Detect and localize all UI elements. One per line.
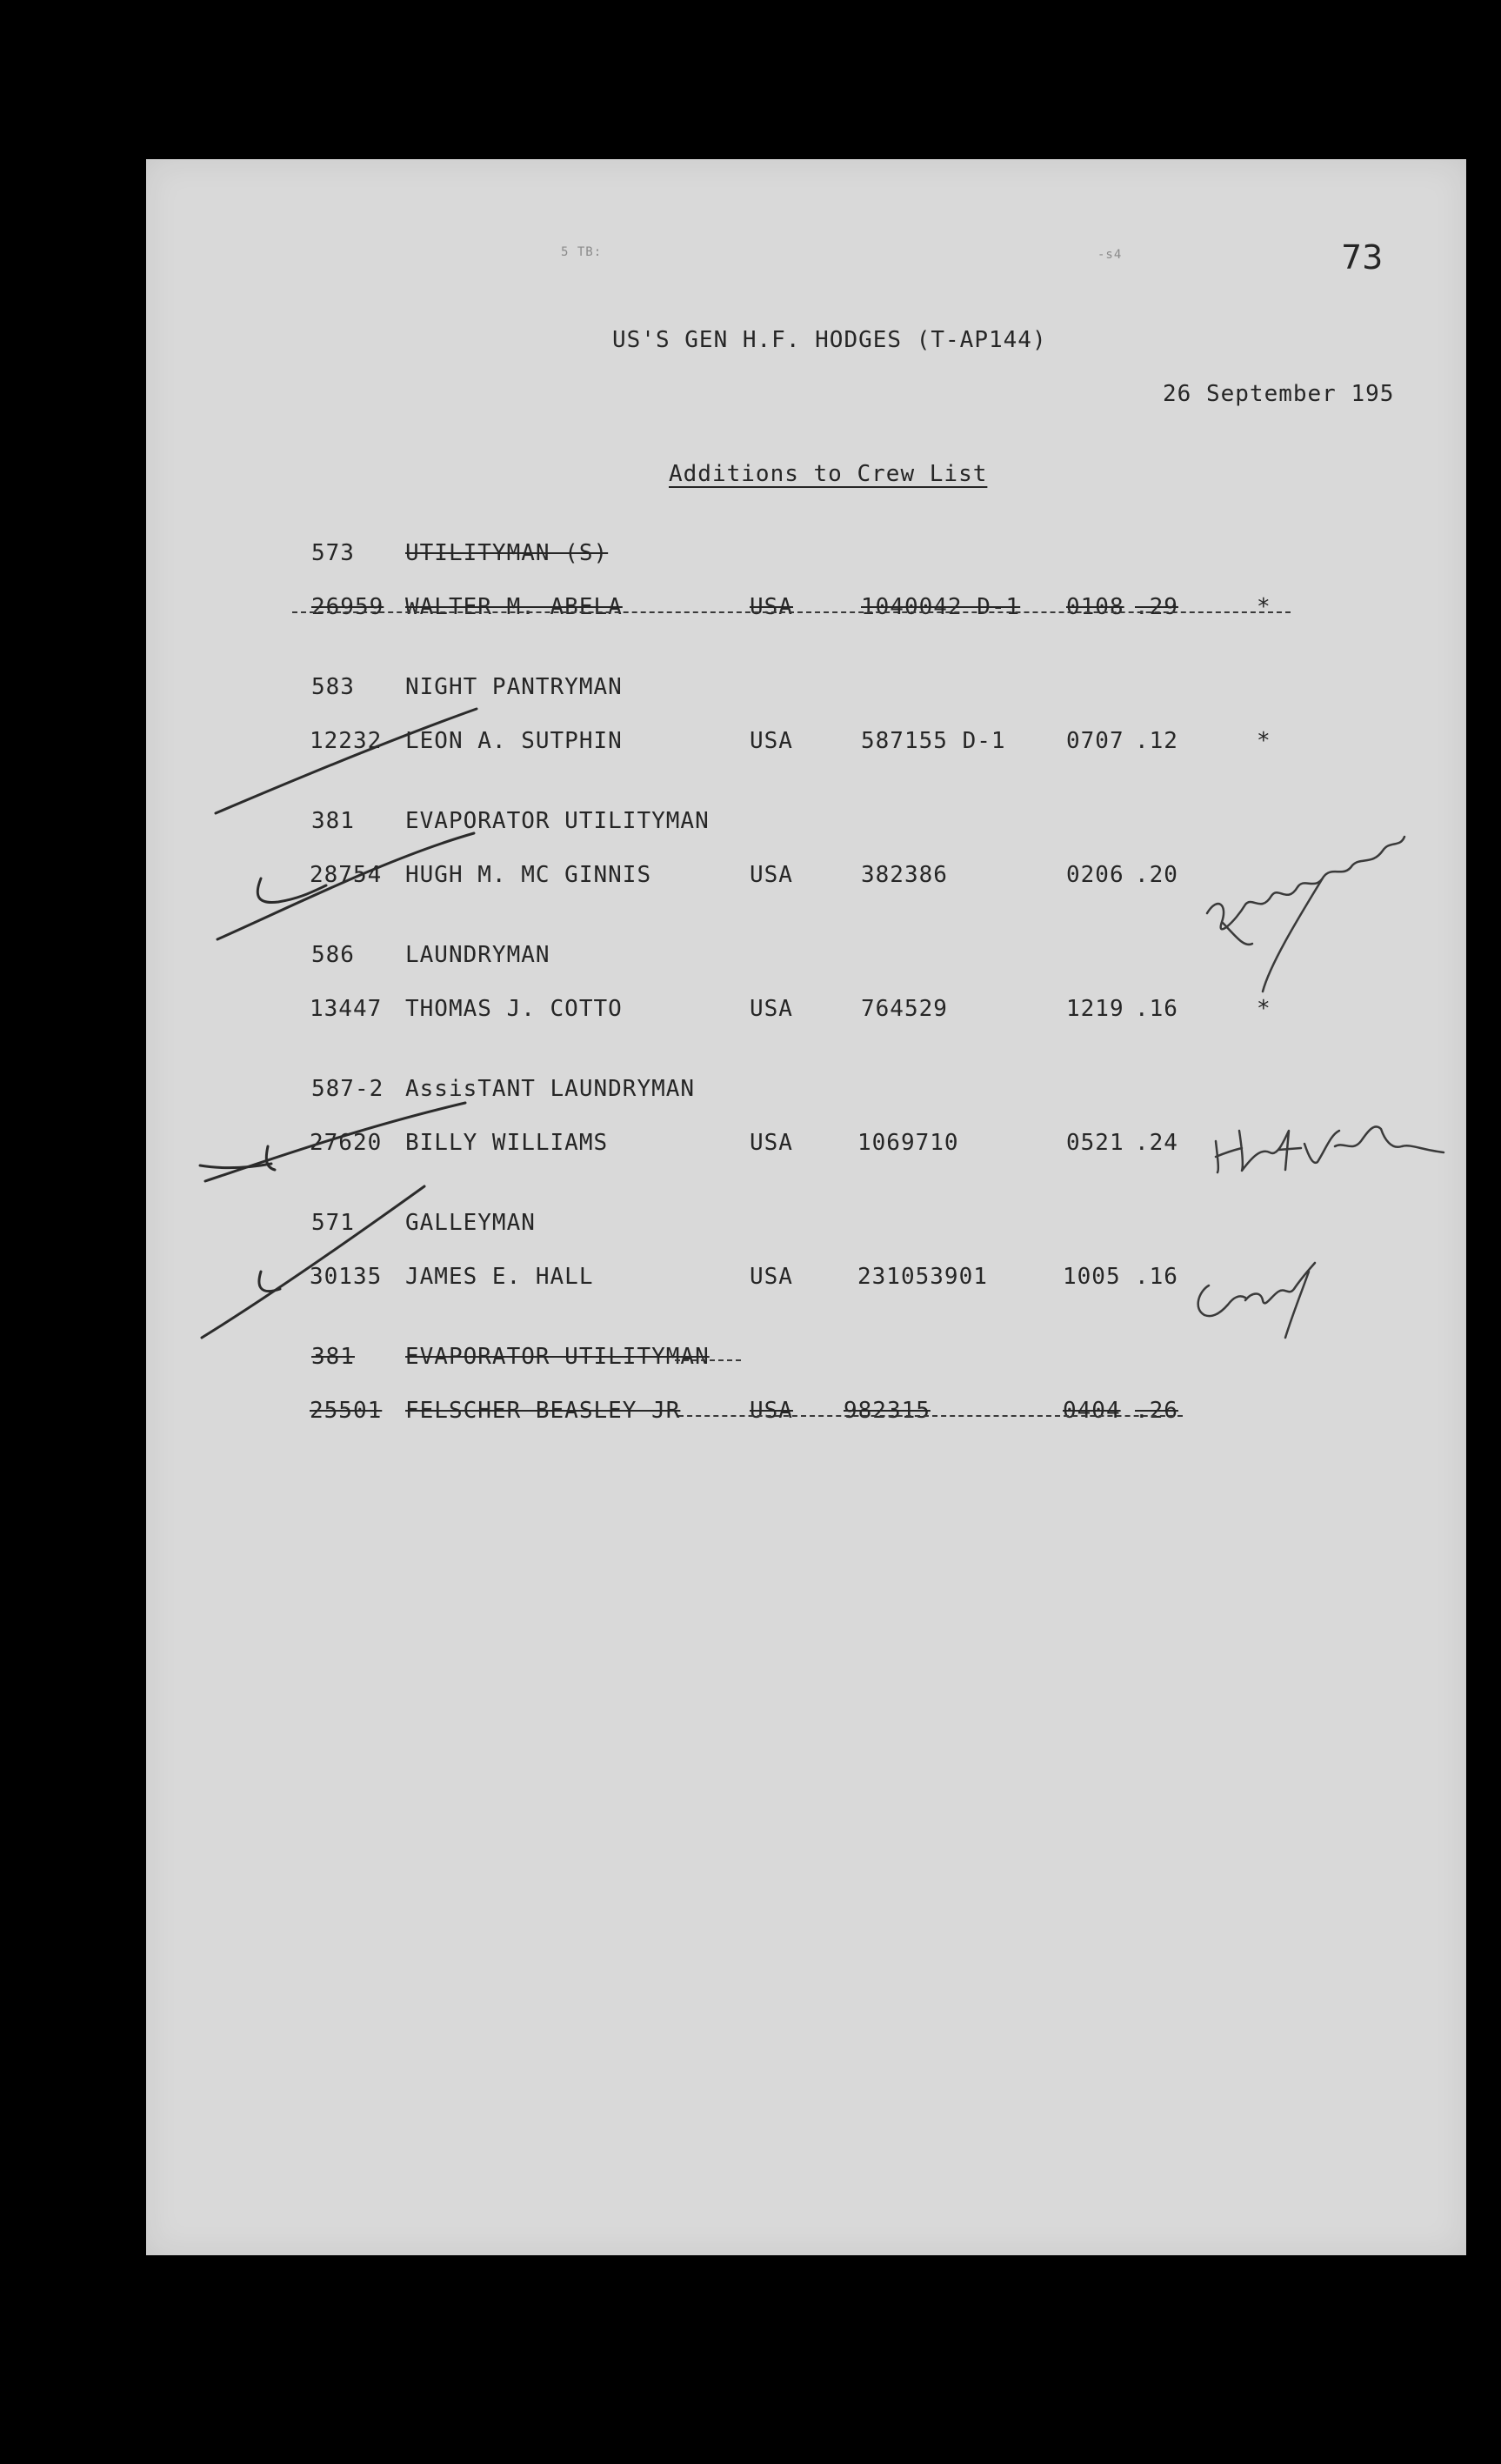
rating-code: 381 [311,808,355,834]
rating-title: LAUNDRYMAN [405,942,550,968]
rating-code: 587-2 [311,1076,384,1102]
page-title: Additions to Crew List [669,461,988,487]
crew-ident: 1069710 [857,1130,959,1156]
crew-col2: .29 [1135,594,1178,620]
rating-title: NIGHT PANTRYMAN [405,674,623,700]
crew-number: 12232 [310,728,383,754]
strike-line [678,1415,1183,1417]
rating-code: 573 [311,540,355,566]
crew-col1: 1219 [1066,996,1124,1022]
strike-line [292,611,1291,613]
rating-code: 586 [311,942,355,968]
asterisk-mark: * [1257,728,1271,754]
crew-number: 13447 [310,996,383,1022]
crew-number: 30135 [310,1264,383,1290]
crew-ident: 764529 [861,996,948,1022]
crew-country: USA [750,996,793,1022]
asterisk-mark: * [1257,996,1271,1022]
crew-col1: 0404 [1063,1398,1121,1424]
crew-ident: 231053901 [857,1264,988,1290]
rating-title: EVAPORATOR UTILITYMAN [405,808,710,834]
crew-country: USA [750,1130,793,1156]
crew-col2: .24 [1135,1130,1178,1156]
rating-title: EVAPORATOR UTILITYMAN [405,1344,710,1370]
crew-col1: 0206 [1066,862,1124,888]
crew-name: BILLY WILLIAMS [405,1130,609,1156]
crew-name: WALTER M. ABELA [405,594,623,620]
crew-country: USA [750,594,793,620]
crew-ident: 1040042 D-1 [861,594,1021,620]
crew-number: 27620 [310,1130,383,1156]
crew-col1: 0108 [1066,594,1124,620]
rating-title: UTILITYMAN (S) [405,540,609,566]
rating-code: 571 [311,1210,355,1236]
crew-name: LEON A. SUTPHIN [405,728,623,754]
faint-mark: 5 TB: [561,245,603,259]
crew-col1: 1005 [1063,1264,1121,1290]
crew-ident: 382386 [861,862,948,888]
crew-ident: 587155 D-1 [861,728,1006,754]
crew-name: HUGH M. MC GINNIS [405,862,652,888]
faint-mark: -s4 [1097,248,1123,262]
crew-number: 28754 [310,862,383,888]
crew-number: 25501 [310,1398,383,1424]
crew-ident: 982315 [844,1398,931,1424]
crew-col1: 0521 [1066,1130,1124,1156]
page-number: 73 [1341,238,1384,277]
crew-country: USA [750,1398,793,1424]
crew-name: JAMES E. HALL [405,1264,594,1290]
rating-title: GALLEYMAN [405,1210,536,1236]
crew-number: 26959 [311,594,384,620]
crew-col2: .12 [1135,728,1178,754]
ship-name: US'S GEN H.F. HODGES (T-AP144) [612,327,1047,353]
asterisk-mark: * [1257,594,1271,620]
crew-col2: .16 [1135,1264,1178,1290]
document-date: 26 September 195 [1163,381,1395,407]
crew-country: USA [750,1264,793,1290]
rating-code: 381 [311,1344,355,1370]
crew-col2: .20 [1135,862,1178,888]
strike-line [675,1359,741,1361]
rating-title: AssisTANT LAUNDRYMAN [405,1076,696,1102]
crew-col2: .26 [1135,1398,1178,1424]
crew-name: FELSCHER BEASLEY JR [405,1398,681,1424]
crew-col1: 0707 [1066,728,1124,754]
crew-name: THOMAS J. COTTO [405,996,623,1022]
crew-country: USA [750,728,793,754]
rating-code: 583 [311,674,355,700]
crew-col2: .16 [1135,996,1178,1022]
crew-country: USA [750,862,793,888]
